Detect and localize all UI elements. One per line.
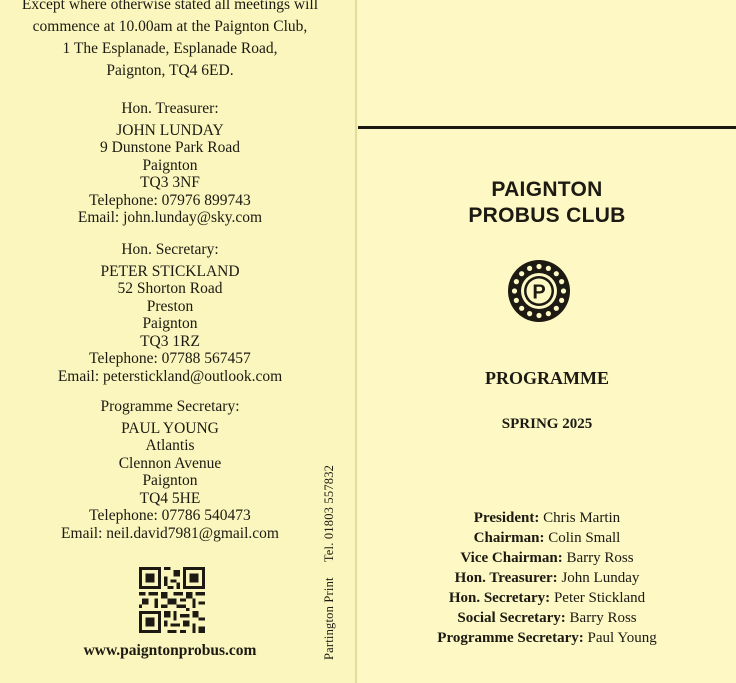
contact-telephone: Telephone: 07788 567457 xyxy=(89,350,251,367)
meeting-notice xyxy=(0,0,340,82)
website-link[interactable]: www.paigntonprobus.com xyxy=(83,642,257,659)
contact-name: PAUL YOUNG xyxy=(121,419,219,437)
cover-rule xyxy=(358,126,736,129)
meeting-notice-line: Except where otherwise stated all meetings will xyxy=(21,0,319,13)
address-line: Clennon Avenue xyxy=(118,454,222,472)
qr-code-icon[interactable] xyxy=(139,567,205,633)
programme-heading: PROGRAMME xyxy=(485,368,609,388)
contact-role: Hon. Secretary: xyxy=(121,241,219,258)
printer-name: Partington Print xyxy=(322,577,336,660)
printer-credit xyxy=(322,453,337,660)
address-line: 9 Dunstone Park Road xyxy=(100,139,240,156)
contact-name: PETER STICKLAND xyxy=(100,262,240,280)
address-line: Paignton xyxy=(142,315,198,332)
contact-email: Email: peterstickland@outlook.com xyxy=(57,367,283,385)
address-line: TQ4 5HE xyxy=(139,489,201,507)
printer-telephone: Tel. 01803 557832 xyxy=(322,464,336,563)
address-line: Preston xyxy=(146,297,194,315)
address-line: TQ3 3NF xyxy=(140,174,200,191)
club-title-line: PAIGNTON xyxy=(491,178,603,201)
officer-row xyxy=(358,608,736,628)
officer-name: Barry Ross xyxy=(565,610,637,626)
officer-name: Colin Small xyxy=(544,530,621,546)
contact-name: JOHN LUNDAY xyxy=(116,121,224,139)
officer-name: Barry Ross xyxy=(562,550,634,566)
treasurer-contact xyxy=(0,100,340,227)
club-title xyxy=(358,177,736,229)
address-line: 52 Shorton Road xyxy=(117,280,223,297)
officer-row xyxy=(358,548,736,568)
contact-email: Email: john.lunday@sky.com xyxy=(77,209,263,226)
officer-role: Hon. Treasurer: xyxy=(454,570,558,586)
probus-logo-icon xyxy=(507,259,571,323)
officer-row xyxy=(358,588,736,608)
fold-line xyxy=(355,0,357,683)
officer-name: Peter Stickland xyxy=(550,590,646,606)
address-line: Paignton xyxy=(142,472,198,489)
contact-telephone: Telephone: 07976 899743 xyxy=(89,191,251,209)
programme-secretary-contact xyxy=(0,398,340,542)
officer-role: Social Secretary: xyxy=(457,610,566,626)
meeting-notice-line: Paignton, TQ4 6ED. xyxy=(106,62,234,79)
address-line: Paignton xyxy=(142,156,198,174)
contact-email: Email: neil.david7981@gmail.com xyxy=(61,524,279,542)
meeting-notice-line: commence at 10.00am at the Paignton Club, xyxy=(32,18,308,35)
logo-letter: P xyxy=(532,281,546,304)
contact-role: Hon. Treasurer: xyxy=(121,100,219,117)
officer-row xyxy=(358,628,736,648)
officer-role: Programme Secretary: xyxy=(437,630,584,646)
officers-list xyxy=(358,508,736,648)
meeting-notice-line: 1 The Esplanade, Esplanade Road, xyxy=(62,40,278,57)
officer-name: Paul Young xyxy=(583,630,657,646)
address-line: TQ3 1RZ xyxy=(140,332,200,350)
season-label: SPRING 2025 xyxy=(501,416,593,432)
officer-role: Chairman: xyxy=(473,530,545,546)
contact-telephone: Telephone: 07786 540473 xyxy=(89,507,251,524)
officer-name: Chris Martin xyxy=(539,510,621,526)
secretary-contact xyxy=(0,241,340,385)
officer-row xyxy=(358,528,736,548)
officer-row xyxy=(358,568,736,588)
club-title-line: PROBUS CLUB xyxy=(468,204,626,227)
officer-name: John Lunday xyxy=(557,570,640,586)
officer-row xyxy=(358,508,736,528)
officer-role: President: xyxy=(473,510,540,526)
officer-role: Vice Chairman: xyxy=(460,550,563,566)
contact-role: Programme Secretary: xyxy=(100,398,240,415)
officer-role: Hon. Secretary: xyxy=(448,590,551,606)
address-line: Atlantis xyxy=(145,437,195,454)
